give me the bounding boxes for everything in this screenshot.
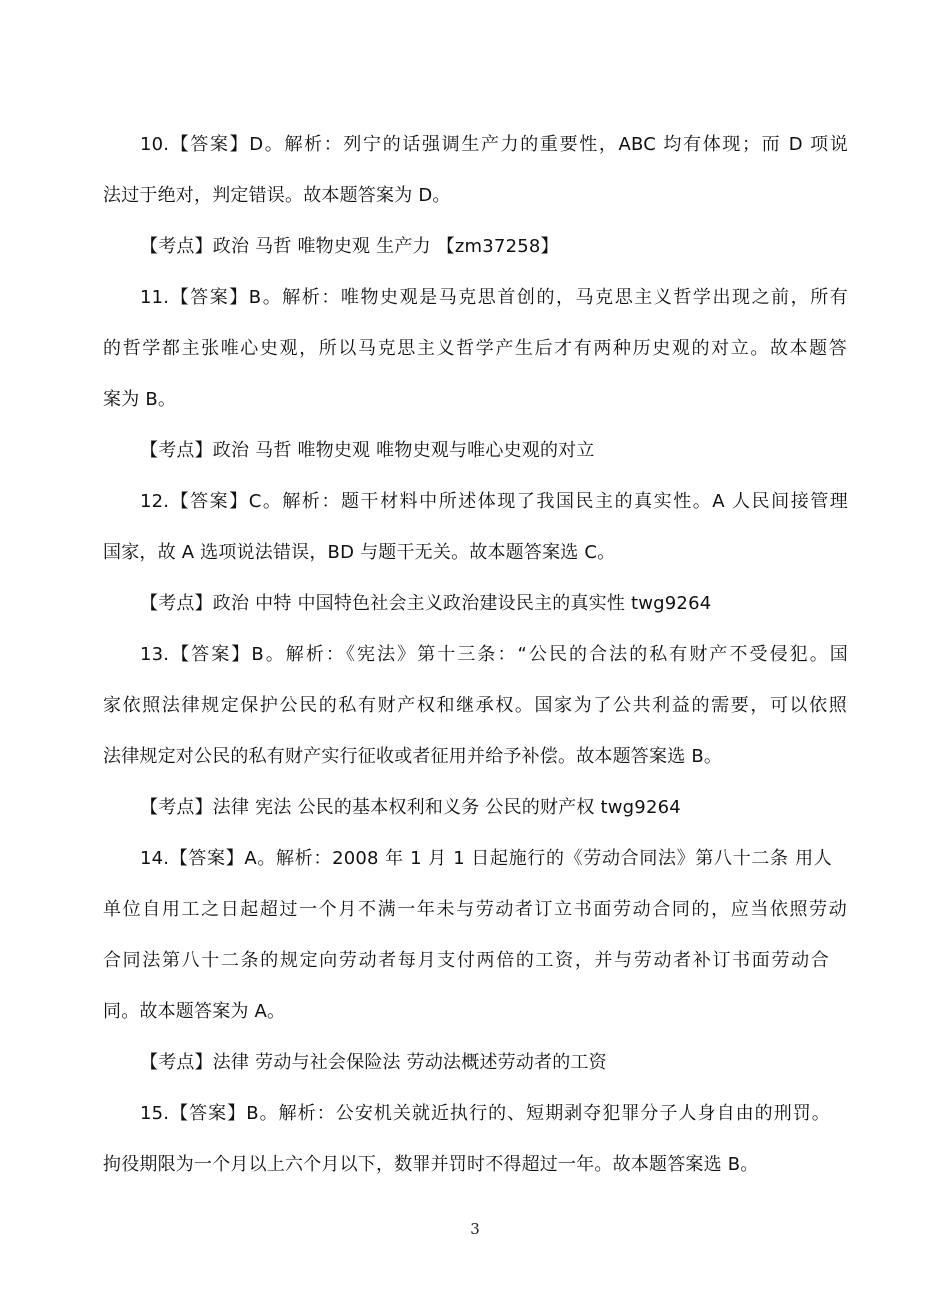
page-number: 3 [470, 1220, 480, 1238]
answer-15-line-1: 15.【答案】B。解析：公安机关就近执行的、短期剥夺犯罪分子人身自由的刑罚。 [140, 1103, 830, 1124]
answer-14-line-1: 14.【答案】A。解析：2008 年 1 月 1 日起施行的《劳动合同法》第八十二条 用人 [140, 848, 832, 869]
answer-12-line-2: 国家，故 A 选项说法错误，BD 与题干无关。故本题答案选 C。 [103, 542, 616, 563]
answer-13-line-2: 家依照法律规定保护公民的私有财产权和继承权。国家为了公共利益的需要，可以依照 [103, 695, 847, 716]
answer-10-line-1: 10.【答案】D。解析：列宁的话强调生产力的重要性，ABC 均有体现；而 D 项说 [140, 134, 848, 155]
answer-12-line-1: 12.【答案】C。解析：题干材料中所述体现了我国民主的真实性。A 人民间接管理 [140, 491, 848, 512]
topic-11: 【考点】政治 马哲 唯物史观 唯物史观与唯心史观的对立 [140, 440, 595, 461]
answer-11-line-2: 的哲学都主张唯心史观，所以马克思主义哲学产生后才有两种历史观的对立。故本题答 [103, 338, 847, 359]
answer-14-line-4: 同。故本题答案为 A。 [103, 1001, 286, 1022]
answer-14-line-2: 单位自用工之日起超过一个月不满一年未与劳动者订立书面劳动合同的，应当依照劳动 [103, 899, 847, 920]
topic-13: 【考点】法律 宪法 公民的基本权利和义务 公民的财产权 twg9264 [140, 797, 681, 818]
topic-14: 【考点】法律 劳动与社会保险法 劳动法概述劳动者的工资 [140, 1052, 607, 1073]
answer-11-line-1: 11.【答案】B。解析：唯物史观是马克思首创的，马克思主义哲学出现之前，所有 [140, 287, 848, 308]
answer-15-line-2: 拘役期限为一个月以上六个月以下，数罪并罚时不得超过一年。故本题答案选 B。 [103, 1154, 759, 1175]
topic-12: 【考点】政治 中特 中国特色社会主义政治建设民主的真实性 twg9264 [140, 593, 712, 614]
answer-13-line-1: 13.【答案】B。解析：《宪法》第十三条：“公民的合法的私有财产不受侵犯。国 [140, 644, 848, 665]
answer-11-line-3: 案为 B。 [103, 389, 177, 410]
answer-13-line-3: 法律规定对公民的私有财产实行征收或者征用并给予补偿。故本题答案选 B。 [103, 746, 723, 767]
topic-10: 【考点】政治 马哲 唯物史观 生产力 【zm37258】 [140, 236, 559, 257]
answer-10-line-2: 法过于绝对，判定错误。故本题答案为 D。 [103, 185, 451, 206]
answer-14-line-3: 合同法第八十二条的规定向劳动者每月支付两倍的工资，并与劳动者补订书面劳动合 [103, 950, 829, 971]
